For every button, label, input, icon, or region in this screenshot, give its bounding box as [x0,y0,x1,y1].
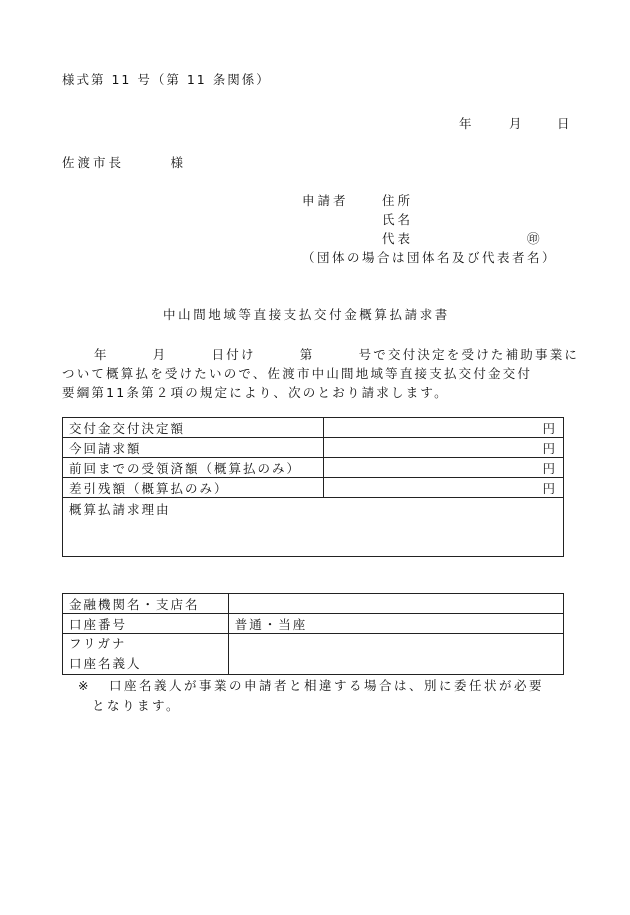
applicant-representative-label: 代表 [382,231,414,246]
body-line-1: 年 月 日付け 第 号で交付決定を受けた補助事業に [94,347,580,362]
yen-unit: 円 [542,460,557,476]
seal-mark: ㊞ [527,231,540,246]
table-row [63,594,564,614]
table-row [63,614,564,634]
account-type-option: 普通・当座 [234,616,308,632]
bank-branch-field[interactable] [228,594,563,614]
applicant-name-label: 氏名 [382,212,414,227]
date-month: 月 [509,116,522,131]
date-year: 年 [459,116,472,131]
form-number-label: 様式第 11 号（第 11 条関係） [62,72,271,87]
addressee: 佐渡市長 様 [62,155,187,170]
remaining-balance-field[interactable] [324,478,564,498]
grant-decision-amount-field[interactable] [324,418,564,438]
request-reason-field[interactable] [63,498,564,557]
amount-table [62,417,564,557]
body-line-3: 要綱第11条第２項の規定により、次のとおり請求します。 [62,385,449,400]
table-row [63,458,564,478]
request-reason-label: 概算払請求理由 [69,502,171,517]
account-number-field[interactable] [228,614,563,634]
previous-received-amount-field[interactable] [324,458,564,478]
footnote-line-2: となります。 [92,698,182,713]
body-line-2: ついて概算払を受けたいので、佐渡市中山間地域等直接支払交付金交付 [62,366,533,381]
account-number-label: 口座番号 [63,614,229,634]
account-holder-label: 口座名義人 [69,656,142,671]
table-row [63,478,564,498]
footnote-mark: ※ [78,678,91,693]
date-day: 日 [557,116,570,131]
account-holder-field[interactable] [228,634,563,675]
yen-unit: 円 [542,480,557,496]
table-row [63,438,564,458]
yen-unit: 円 [542,420,557,436]
applicant-address-label: 住所 [382,193,414,208]
table-row [63,634,564,675]
grant-decision-amount-label: 交付金交付決定額 [63,418,324,438]
footnote-text-1: 口座名義人が事業の申請者と相違する場合は、別に委任状が必要 [108,678,544,693]
furigana-label: フリガナ [69,636,127,651]
applicant-label: 申請者 [302,193,349,208]
yen-unit: 円 [542,440,557,456]
applicant-group-note: （団体の場合は団体名及び代表者名） [302,250,558,265]
current-request-amount-label: 今回請求額 [63,438,324,458]
current-request-amount-field[interactable] [324,438,564,458]
footnote-line-1 [78,676,544,696]
footnote [78,676,544,716]
table-row [63,498,564,557]
table-row [63,418,564,438]
bank-account-table [62,593,564,675]
account-holder-label-cell [63,634,229,675]
previous-received-amount-label: 前回までの受領済額（概算払のみ） [63,458,324,478]
remaining-balance-label: 差引残額（概算払のみ） [63,478,324,498]
bank-branch-label: 金融機関名・支店名 [63,594,229,614]
document-title: 中山間地域等直接支払交付金概算払請求書 [163,307,450,322]
